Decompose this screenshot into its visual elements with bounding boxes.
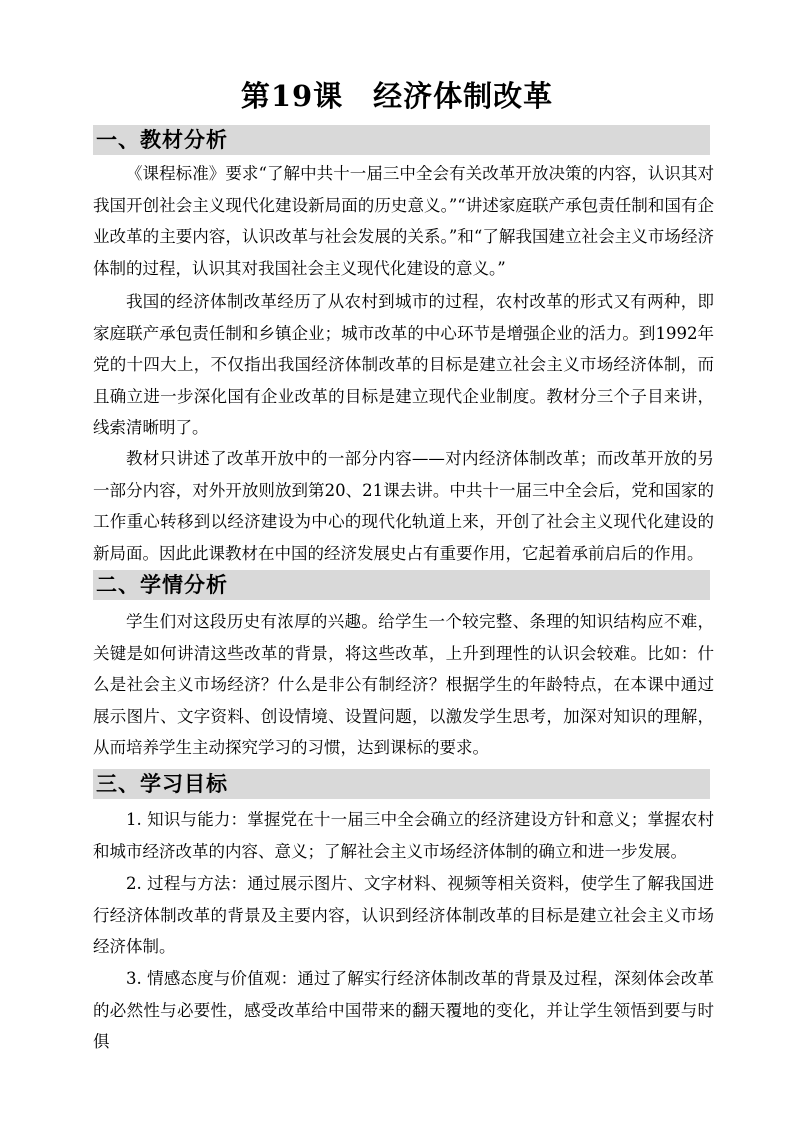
section-heading-learning-objectives: 三、学习目标 — [93, 769, 710, 799]
section-heading-textbook-analysis: 一、教材分析 — [93, 125, 710, 155]
section-heading-student-analysis: 二、学情分析 — [93, 570, 710, 600]
paragraph: 学生们对这段历史有浓厚的兴趣。给学生一个较完整、条理的知识结构应不难，关键是如何讲清这些改革的背景，将这些改革，上升到理性的认识会较难。比如：什么是社会主义市场经济？什么是非公有制经济？根据学生的年龄特点，在本课中通过展示图片、文字资料、创设情境、设置问题，以激发学生思考，加深对知识的理解，从而培养学生主动探究学习的习惯，达到课标的要求。 — [93, 612, 714, 757]
paragraph: 3. 情感态度与价值观：通过了解实行经济体制改革的背景及过程，深刻体会改革的必然性与必要性，感受改革给中国带来的翻天覆地的变化，并让学生领悟到要与时俱 — [93, 969, 714, 1051]
page-title: 第19课 经济体制改革 — [240, 79, 554, 113]
paragraph: 我国的经济体制改革经历了从农村到城市的过程，农村改革的形式又有两种，即家庭联产承包责任制和乡镇企业；城市改革的中心环节是增强企业的活力。到1992年党的十四大上，不仅指出我国经济体制改革的目标是建立社会主义市场经济体制，而且确立进一步深化国有企业改革的目标是建立现代企业制度。教材分三个子目来讲，线索清晰明了。 — [93, 292, 714, 437]
paragraph: 2. 过程与方法：通过展示图片、文字材料、视频等相关资料，使学生了解我国进行经济体制改革的背景及主要内容，认识到经济体制改革的目标是建立社会主义市场经济体制。 — [93, 874, 714, 956]
paragraph: 《课程标准》要求“了解中共十一届三中全会有关改革开放决策的内容，认识其对我国开创社会主义现代化建设新局面的历史意义。”“讲述家庭联产承包责任制和国有企业改革的主要内容，认识改革与社会发展的关系。”和“了解我国建立社会主义市场经济体制的过程，认识其对我国社会主义现代化建设的意义。” — [93, 164, 714, 278]
paragraph: 教材只讲述了改革开放中的一部分内容——对内经济体制改革；而改革开放的另一部分内容，对外开放则放到第20、21课去讲。中共十一届三中全会后，党和国家的工作重心转移到以经济建设为中心的现代化轨道上来，开创了社会主义现代化建设的新局面。因此此课教材在中国的经济发展史占有重要作用，它起着承前启后的作用。 — [93, 449, 714, 563]
paragraph: 1. 知识与能力：掌握党在十一届三中全会确立的经济建设方针和意义；掌握农村和城市经济改革的内容、意义；了解社会主义市场经济体制的确立和进一步发展。 — [93, 810, 714, 861]
